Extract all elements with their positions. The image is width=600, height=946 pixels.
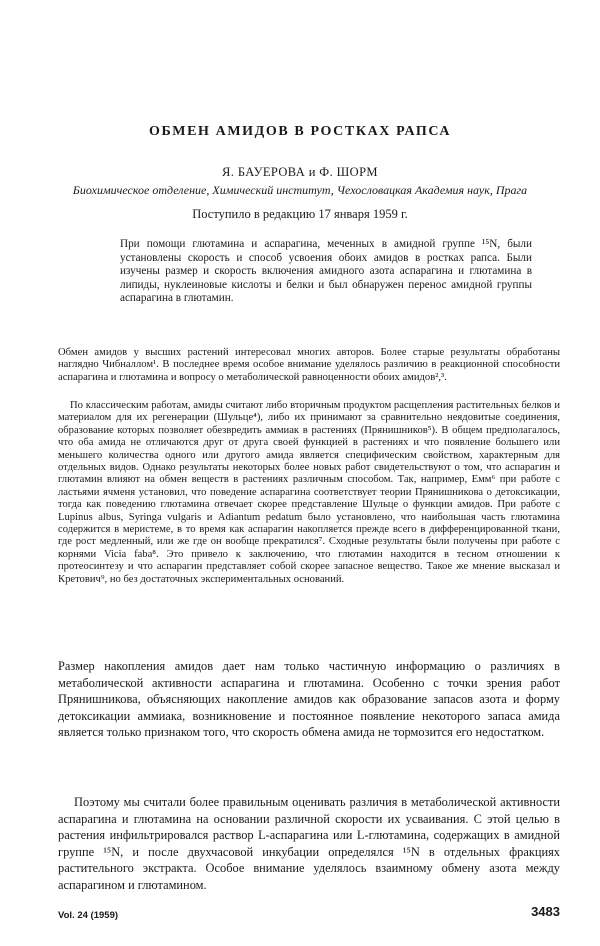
abstract: При помощи глютамина и аспарагина, меченных в амидной группе ¹⁵N, были установлены скорость и способ усвоения обоих амидов в ростках рапса. Были изучены размер и скорость включения амидного азота аспарагина и глютамина в липиды, нуклеиновые кислоты и белки и был обнаружен перенос амидной группы аспарагина в глютамин.	[120, 238, 532, 305]
article-affiliation: Биохимическое отделение, Химический институт, Чехословацкая Академия наук, Прага	[72, 183, 528, 197]
volume-label: Vol. 24 (1959)	[58, 910, 119, 921]
article-title: ОБМЕН АМИДОВ В РОСТКАХ РАПСА	[148, 124, 452, 139]
received-date: Поступило в редакцию 17 января 1959 г.	[192, 207, 408, 221]
body-paragraph-4: Поэтому мы считали более правильным оценивать различия в метаболической активности аспарагина и глютамина на основании различной скорости их усваивания. С этой целью в растения инфильтрировался раствор L-аспарагина или L-глютамина, содержащих в амидной группе ¹⁵N, и после двухчасовой инкубации определялся ¹⁵N в отдельных фракциях растительного экстракта. Особое внимание уделялось взаимному обмену азота между аспарагином и глютамином.	[58, 795, 560, 892]
page-number: 3483	[531, 904, 560, 919]
body-paragraph-2: По классическим работам, амиды считают либо вторичным продуктом расщепления растительных белков и материалом для их регенерации (Шульце⁴), либо их принимают за сравнительно неядовитые соединения, образование которых позволяет обезвредить аммиак в растениях (Прянишников⁵). В общем предполагалось, что оба амида не отличаются друг от друга своей функцией в растениях и что появление большего или меньшего количества одного или другого амида является специфическим свойством, характерным для отдельных видов. Однако результаты некоторых более новых работ свидетельствуют о том, что аспарагин и глютамин влияют на обмен веществ в растениях различным способом. Так, например, Емм⁶ при работе с ластьями ячменя установил, что поведение аспарагина соответствует теории Прянишникова о детоксикации, тогда как поведению глютамина отвечает скорее представление Шульце о функции амидов. При работе с Lupinus albus, Syringa vulgaris и Adiantum pedatum было установлено, что наибольшая часть глютамина содержится в меристеме, в то время как аспарагин накопляется прежде всего в дифференцированной ткани, где рост медленный, или же где он вообще прекратился⁷. Сходные результаты были получены при работе с корнями Vicia faba⁸. Это привело к заключению, что глютамин находится в тесном отношении к протеосинтезу и что аспарагин представляет собой скорее запасное вещество. Такое же мнение высказал и Кретович⁹, но без достаточных экспериментальных оснований.	[58, 400, 560, 585]
body-paragraph-1: Обмен амидов у высших растений интересовал многих авторов. Более старые результаты обработаны наглядно Чибналлом¹. В последнее время особое внимание уделялось различию в реакционной способности аспарагина и глютамина и вопросу о метаболической равноценности обоих амидов²,³.	[58, 347, 560, 383]
body-paragraph-3: Размер накопления амидов дает нам только частичную информацию о различиях в метаболической активности аспарагина и глютамина. Особенно с точки зрения работ Прянишникова, объясняющих накопление амидов как образование запасов азота и форму детоксикации аммиака, возникновение и постоянное появление некоторого запаса амида является только признаком того, что скорость обмена амида не тормозится его недостатком.	[58, 659, 560, 740]
article-authors: Я. БАУЕРОВА и Ф. ШОРМ	[222, 165, 378, 179]
